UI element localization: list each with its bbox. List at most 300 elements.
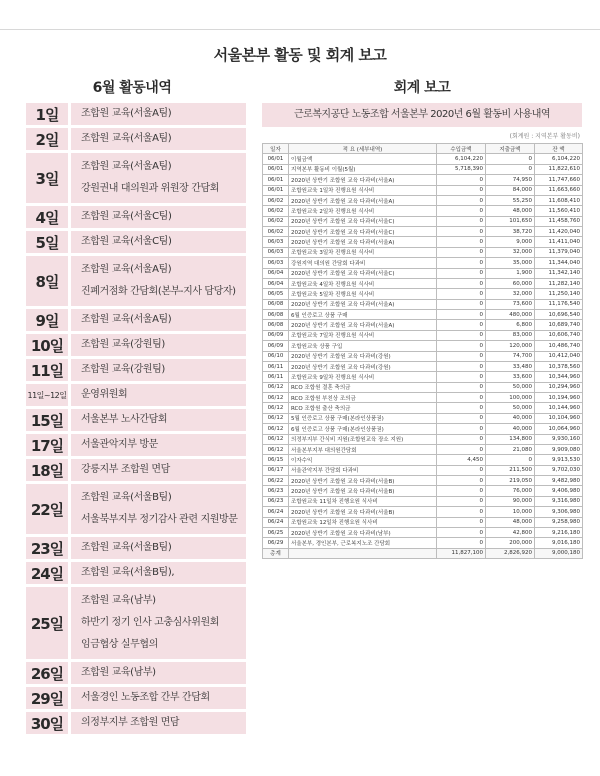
cell-income: 0 (437, 227, 486, 237)
cell-expense: 48,000 (486, 206, 535, 216)
cell-description: 조합원교육 4일차 진행요원 식사비 (289, 278, 437, 288)
cell-description: 조합원교육 상품 구입 (289, 341, 437, 351)
cell-expense: 74,700 (486, 351, 535, 361)
cell-income: 0 (437, 496, 486, 506)
accounting-section-title: 회계 보고 (393, 80, 451, 96)
cell-date: 06/11 (263, 361, 289, 371)
cell-income: 0 (437, 341, 486, 351)
cell-description: 조합원교육 2일차 진행요원 식사비 (289, 206, 437, 216)
total-cell-balance: 9,000,180 (535, 548, 583, 558)
ledger-row (263, 476, 583, 486)
accounting-ledger (262, 103, 582, 559)
ledger-row (263, 517, 583, 527)
cell-balance: 9,930,160 (535, 434, 583, 444)
cell-description: 2020년 상반기 조합원 교육 다과비(서울C) (289, 268, 437, 278)
cell-income: 5,718,390 (437, 164, 486, 174)
page-title: 서울본부 활동 및 회계 보고 (213, 46, 387, 64)
activity-schedule (26, 103, 246, 737)
schedule-activities (71, 409, 246, 431)
schedule-activity: 조합원 교육(서울C팀) (81, 211, 172, 222)
cell-description: 조합원교육 11일차 진행요원 식사비 (289, 496, 437, 506)
cell-income: 0 (437, 351, 486, 361)
schedule-activity: 조합원 교육(서울C팀) (81, 236, 172, 247)
cell-description: 의정부지부 간식비 지원(조합원교육 장소 지원) (289, 434, 437, 444)
cell-date: 06/12 (263, 434, 289, 444)
schedule-activities (71, 687, 246, 709)
schedule-day: 3일 (26, 153, 68, 203)
schedule-activity: 조합원 교육(남부) (81, 667, 156, 678)
cell-income: 0 (437, 465, 486, 475)
cell-date: 06/12 (263, 403, 289, 413)
cell-expense: 0 (486, 164, 535, 174)
schedule-activities (71, 587, 246, 659)
ledger-row (263, 247, 583, 257)
cell-date: 06/12 (263, 424, 289, 434)
ledger-row (263, 227, 583, 237)
cell-income: 0 (437, 195, 486, 205)
cell-date: 06/11 (263, 372, 289, 382)
schedule-row (26, 687, 246, 709)
cell-income: 0 (437, 237, 486, 247)
schedule-activity: 운영위원회 (81, 389, 128, 400)
cell-balance: 9,306,980 (535, 507, 583, 517)
cell-date: 06/08 (263, 299, 289, 309)
cell-balance: 9,258,980 (535, 517, 583, 527)
cell-balance: 11,250,140 (535, 289, 583, 299)
ledger-row (263, 154, 583, 164)
schedule-activities (71, 384, 246, 406)
cell-balance: 11,344,040 (535, 258, 583, 268)
cell-income: 0 (437, 372, 486, 382)
schedule-activities (71, 562, 246, 584)
ledger-caption: 근로복지공단 노동조합 서울본부 2020년 6월 활동비 사용내역 (262, 103, 582, 127)
cell-income: 0 (437, 258, 486, 268)
ledger-row (263, 330, 583, 340)
cell-expense: 74,950 (486, 175, 535, 185)
cell-expense: 10,000 (486, 507, 535, 517)
cell-description: 5월 인증로고 상품 구매(본라인상품권) (289, 413, 437, 423)
cell-description: 이자수익 (289, 455, 437, 465)
schedule-activity: 진폐거점화 간담회(본부-지사 담당자) (81, 286, 236, 297)
schedule-row (26, 384, 246, 406)
cell-expense: 33,480 (486, 361, 535, 371)
cell-income: 0 (437, 476, 486, 486)
cell-description: 강원지역 대의원 간담회 다과비 (289, 258, 437, 268)
cell-description: 서울관악지부 간담회 다과비 (289, 465, 437, 475)
schedule-row (26, 409, 246, 431)
ledger-row (263, 486, 583, 496)
cell-description: 2020년 상반기 조합원 교육 다과비(서울A) (289, 320, 437, 330)
schedule-day: 9일 (26, 309, 68, 331)
cell-date: 06/02 (263, 195, 289, 205)
cell-date: 06/17 (263, 465, 289, 475)
schedule-activities (71, 359, 246, 381)
schedule-activities (71, 537, 246, 559)
cell-expense: 0 (486, 154, 535, 164)
schedule-row (26, 206, 246, 228)
top-divider (0, 29, 600, 30)
cell-expense: 48,000 (486, 517, 535, 527)
ledger-row (263, 496, 583, 506)
schedule-activity: 조합원 교육(서울A팀) (81, 161, 172, 172)
cell-date: 06/10 (263, 351, 289, 361)
schedule-activity: 조합원 교육(서울A팀) (81, 108, 172, 119)
cell-income: 0 (437, 393, 486, 403)
cell-date: 06/12 (263, 413, 289, 423)
cell-balance: 10,378,560 (535, 361, 583, 371)
cell-date: 06/15 (263, 455, 289, 465)
schedule-row (26, 128, 246, 150)
schedule-day: 25일 (26, 587, 68, 659)
cell-balance: 11,176,540 (535, 299, 583, 309)
cell-balance: 11,822,610 (535, 164, 583, 174)
cell-expense: 0 (486, 455, 535, 465)
cell-balance: 9,316,980 (535, 496, 583, 506)
cell-balance: 11,608,410 (535, 195, 583, 205)
cell-expense: 84,000 (486, 185, 535, 195)
cell-date: 06/09 (263, 330, 289, 340)
schedule-day: 2일 (26, 128, 68, 150)
schedule-activities (71, 128, 246, 150)
cell-description: 조합원교육 3일차 진행요원 식사비 (289, 247, 437, 257)
cell-income: 0 (437, 299, 486, 309)
schedule-activity: 조합원 교육(강원팀) (81, 339, 165, 350)
schedule-activities (71, 334, 246, 356)
cell-description: 2020년 상반기 조합원 교육 다과비(남부) (289, 527, 437, 537)
schedule-activities (71, 153, 246, 203)
schedule-activity: 의정부지부 조합원 면담 (81, 717, 180, 728)
cell-description: RCO 조합원 출산 축의금 (289, 403, 437, 413)
schedule-row (26, 359, 246, 381)
schedule-day: 26일 (26, 662, 68, 684)
cell-description: 6월 인증로고 상품 구매 (289, 310, 437, 320)
cell-income: 0 (437, 434, 486, 444)
schedule-row (26, 537, 246, 559)
cell-income: 0 (437, 268, 486, 278)
cell-income: 0 (437, 330, 486, 340)
cell-income: 0 (437, 382, 486, 392)
cell-balance: 6,104,220 (535, 154, 583, 164)
cell-expense: 55,250 (486, 195, 535, 205)
schedule-activities (71, 459, 246, 481)
cell-income: 0 (437, 424, 486, 434)
schedule-activities (71, 712, 246, 734)
cell-balance: 10,104,960 (535, 413, 583, 423)
schedule-row (26, 334, 246, 356)
cell-expense: 134,800 (486, 434, 535, 444)
schedule-day: 10일 (26, 334, 68, 356)
ledger-row (263, 175, 583, 185)
cell-income: 0 (437, 486, 486, 496)
cell-expense: 32,000 (486, 289, 535, 299)
cell-date: 06/01 (263, 154, 289, 164)
cell-expense: 60,000 (486, 278, 535, 288)
cell-balance: 10,486,740 (535, 341, 583, 351)
ledger-row (263, 237, 583, 247)
cell-income: 0 (437, 538, 486, 548)
cell-balance: 10,696,540 (535, 310, 583, 320)
cell-date: 06/02 (263, 216, 289, 226)
cell-income: 0 (437, 289, 486, 299)
cell-description: 서울본부, 경인본부, 근로복지노조 간담회 (289, 538, 437, 548)
cell-expense: 219,050 (486, 476, 535, 486)
schedule-activities (71, 309, 246, 331)
cell-balance: 11,379,040 (535, 247, 583, 257)
cell-date: 06/08 (263, 320, 289, 330)
cell-description: 조합원교육 12일차 진행요원 식사비 (289, 517, 437, 527)
schedule-activities (71, 484, 246, 534)
cell-date: 06/25 (263, 527, 289, 537)
schedule-activity: 조합원 교육(서울A팀) (81, 314, 172, 325)
cell-expense: 211,500 (486, 465, 535, 475)
schedule-row (26, 459, 246, 481)
ledger-row (263, 424, 583, 434)
cell-expense: 33,600 (486, 372, 535, 382)
cell-date: 06/08 (263, 310, 289, 320)
schedule-activities (71, 256, 246, 306)
schedule-day: 18일 (26, 459, 68, 481)
ledger-body (263, 154, 583, 559)
schedule-day: 1일 (26, 103, 68, 125)
cell-balance: 11,663,660 (535, 185, 583, 195)
schedule-row (26, 562, 246, 584)
cell-description: 조합원교육 1일차 진행요원 식사비 (289, 185, 437, 195)
cell-description: 2020년 상반기 조합원 교육 다과비(강원) (289, 351, 437, 361)
schedule-activity: 조합원 교육(서울B팀) (81, 492, 172, 503)
cell-income: 4,450 (437, 455, 486, 465)
ledger-row (263, 444, 583, 454)
total-cell-description (289, 548, 437, 558)
total-cell-expense: 2,826,920 (486, 548, 535, 558)
schedule-day: 29일 (26, 687, 68, 709)
cell-income: 0 (437, 517, 486, 527)
cell-expense: 38,720 (486, 227, 535, 237)
ledger-row (263, 372, 583, 382)
cell-balance: 11,560,410 (535, 206, 583, 216)
cell-balance: 10,412,040 (535, 351, 583, 361)
cell-date: 06/03 (263, 237, 289, 247)
schedule-activity: 서울본부 노사간담회 (81, 414, 168, 425)
cell-description: 2020년 상반기 조합원 교육 다과비(서울A) (289, 195, 437, 205)
ledger-row (263, 278, 583, 288)
schedule-activity: 조합원 교육(남부) (81, 595, 156, 606)
schedule-day: 5일 (26, 231, 68, 253)
col-header-expense: 지출금액 (486, 144, 535, 154)
cell-expense: 21,080 (486, 444, 535, 454)
cell-expense: 50,000 (486, 382, 535, 392)
ledger-row (263, 268, 583, 278)
ledger-row (263, 216, 583, 226)
cell-income: 0 (437, 247, 486, 257)
col-header-description: 적 요 (세부내역) (289, 144, 437, 154)
cell-income: 0 (437, 444, 486, 454)
cell-description: 2020년 상반기 조합원 교육 다과비(서울A) (289, 299, 437, 309)
schedule-day: 17일 (26, 434, 68, 456)
schedule-day: 8일 (26, 256, 68, 306)
cell-expense: 83,000 (486, 330, 535, 340)
schedule-activities (71, 434, 246, 456)
cell-balance: 9,216,180 (535, 527, 583, 537)
schedule-activities (71, 206, 246, 228)
cell-date: 06/12 (263, 382, 289, 392)
cell-expense: 200,000 (486, 538, 535, 548)
schedule-activity: 조합원 교육(강원팀) (81, 364, 165, 375)
schedule-row (26, 231, 246, 253)
cell-balance: 10,606,740 (535, 330, 583, 340)
schedule-activity: 강원권내 대의원과 위원장 간담회 (81, 183, 219, 194)
cell-expense: 101,650 (486, 216, 535, 226)
schedule-activities (71, 231, 246, 253)
cell-description: 서울본부지부 대의원간담회 (289, 444, 437, 454)
ledger-unit-note: (회계원 : 지역본부 활동비) (509, 133, 580, 140)
cell-date: 06/12 (263, 393, 289, 403)
cell-balance: 11,411,040 (535, 237, 583, 247)
cell-income: 6,104,220 (437, 154, 486, 164)
cell-income: 0 (437, 278, 486, 288)
cell-date: 06/01 (263, 175, 289, 185)
schedule-activities (71, 662, 246, 684)
ledger-row (263, 403, 583, 413)
cell-date: 06/01 (263, 185, 289, 195)
ledger-row (263, 206, 583, 216)
schedule-activity: 조합원 교육(서울A팀) (81, 133, 172, 144)
cell-balance: 10,689,740 (535, 320, 583, 330)
cell-date: 06/03 (263, 258, 289, 268)
schedule-activity: 임금협상 실무협의 (81, 639, 158, 650)
schedule-day: 24일 (26, 562, 68, 584)
schedule-row (26, 712, 246, 734)
cell-income: 0 (437, 310, 486, 320)
cell-income: 0 (437, 185, 486, 195)
cell-balance: 10,144,960 (535, 403, 583, 413)
cell-expense: 1,900 (486, 268, 535, 278)
cell-income: 0 (437, 175, 486, 185)
ledger-row (263, 341, 583, 351)
cell-income: 0 (437, 216, 486, 226)
schedule-row (26, 256, 246, 306)
cell-expense: 480,000 (486, 310, 535, 320)
cell-income: 0 (437, 507, 486, 517)
cell-description: 2020년 상반기 조합원 교육 다과비(서울C) (289, 227, 437, 237)
cell-income: 0 (437, 403, 486, 413)
cell-expense: 120,000 (486, 341, 535, 351)
cell-expense: 50,000 (486, 403, 535, 413)
cell-balance: 11,458,760 (535, 216, 583, 226)
ledger-row (263, 310, 583, 320)
cell-description: 2020년 상반기 조합원 교육 다과비(서울B) (289, 507, 437, 517)
schedule-day: 30일 (26, 712, 68, 734)
ledger-row (263, 465, 583, 475)
schedule-day: 4일 (26, 206, 68, 228)
cell-description: 6월 인증로고 상품 구매(본라인상품권) (289, 424, 437, 434)
cell-description: 2020년 상반기 조합원 교육 다과비(서울B) (289, 486, 437, 496)
schedule-activity: 서울관악지부 방문 (81, 439, 158, 450)
ledger-row (263, 361, 583, 371)
cell-balance: 9,482,980 (535, 476, 583, 486)
cell-date: 06/03 (263, 247, 289, 257)
cell-expense: 42,800 (486, 527, 535, 537)
ledger-row (263, 538, 583, 548)
cell-expense: 35,000 (486, 258, 535, 268)
cell-balance: 11,747,660 (535, 175, 583, 185)
ledger-row (263, 434, 583, 444)
cell-expense: 90,000 (486, 496, 535, 506)
ledger-row (263, 195, 583, 205)
cell-date: 06/22 (263, 476, 289, 486)
schedule-day: 15일 (26, 409, 68, 431)
ledger-row (263, 382, 583, 392)
activity-section-title: 6월 활동내역 (92, 80, 172, 96)
cell-income: 0 (437, 206, 486, 216)
cell-date: 06/12 (263, 444, 289, 454)
schedule-day: 11일~12일 (26, 384, 68, 406)
cell-expense: 73,600 (486, 299, 535, 309)
cell-balance: 9,406,980 (535, 486, 583, 496)
cell-balance: 10,294,960 (535, 382, 583, 392)
schedule-activity: 조합원 교육(서울A팀) (81, 264, 172, 275)
ledger-row (263, 299, 583, 309)
ledger-row (263, 413, 583, 423)
cell-description: 2020년 상반기 조합원 교육 다과비(서울A) (289, 237, 437, 247)
cell-description: RCO 조합원 결혼 축의금 (289, 382, 437, 392)
schedule-day: 22일 (26, 484, 68, 534)
cell-date: 06/23 (263, 496, 289, 506)
cell-date: 06/02 (263, 206, 289, 216)
cell-balance: 11,282,140 (535, 278, 583, 288)
cell-description: 이월금액 (289, 154, 437, 164)
cell-description: RCO 조합원 부친상 조의금 (289, 393, 437, 403)
ledger-row (263, 455, 583, 465)
ledger-total-row (263, 548, 583, 558)
col-header-date: 일자 (263, 144, 289, 154)
ledger-row (263, 289, 583, 299)
schedule-activities (71, 103, 246, 125)
cell-date: 06/09 (263, 341, 289, 351)
cell-description: 조합원교육 5일차 진행요원 식사비 (289, 289, 437, 299)
schedule-row (26, 309, 246, 331)
cell-expense: 32,000 (486, 247, 535, 257)
cell-expense: 76,000 (486, 486, 535, 496)
cell-balance: 9,909,080 (535, 444, 583, 454)
ledger-header-row (263, 144, 583, 154)
cell-balance: 9,016,180 (535, 538, 583, 548)
ledger-row (263, 258, 583, 268)
cell-description: 조합원교육 7일차 진행요원 식사비 (289, 330, 437, 340)
schedule-row (26, 484, 246, 534)
cell-description: 2020년 상반기 조합원 교육 다과비(서울B) (289, 476, 437, 486)
col-header-balance: 잔 액 (535, 144, 583, 154)
cell-income: 0 (437, 320, 486, 330)
ledger-row (263, 527, 583, 537)
schedule-activity: 조합원 교육(서울B팀) (81, 542, 172, 553)
cell-balance: 10,194,960 (535, 393, 583, 403)
cell-date: 06/24 (263, 517, 289, 527)
schedule-row (26, 662, 246, 684)
cell-date: 06/24 (263, 507, 289, 517)
schedule-day: 23일 (26, 537, 68, 559)
ledger-row (263, 393, 583, 403)
cell-date: 06/23 (263, 486, 289, 496)
schedule-row (26, 153, 246, 203)
cell-income: 0 (437, 413, 486, 423)
cell-expense: 9,000 (486, 237, 535, 247)
cell-description: 2020년 상반기 조합원 교육 다과비(서울C) (289, 216, 437, 226)
total-cell-income: 11,827,100 (437, 548, 486, 558)
schedule-activity: 서울북부지부 정기감사 관련 지원방문 (81, 514, 238, 525)
cell-expense: 40,000 (486, 413, 535, 423)
cell-income: 0 (437, 361, 486, 371)
cell-expense: 6,800 (486, 320, 535, 330)
